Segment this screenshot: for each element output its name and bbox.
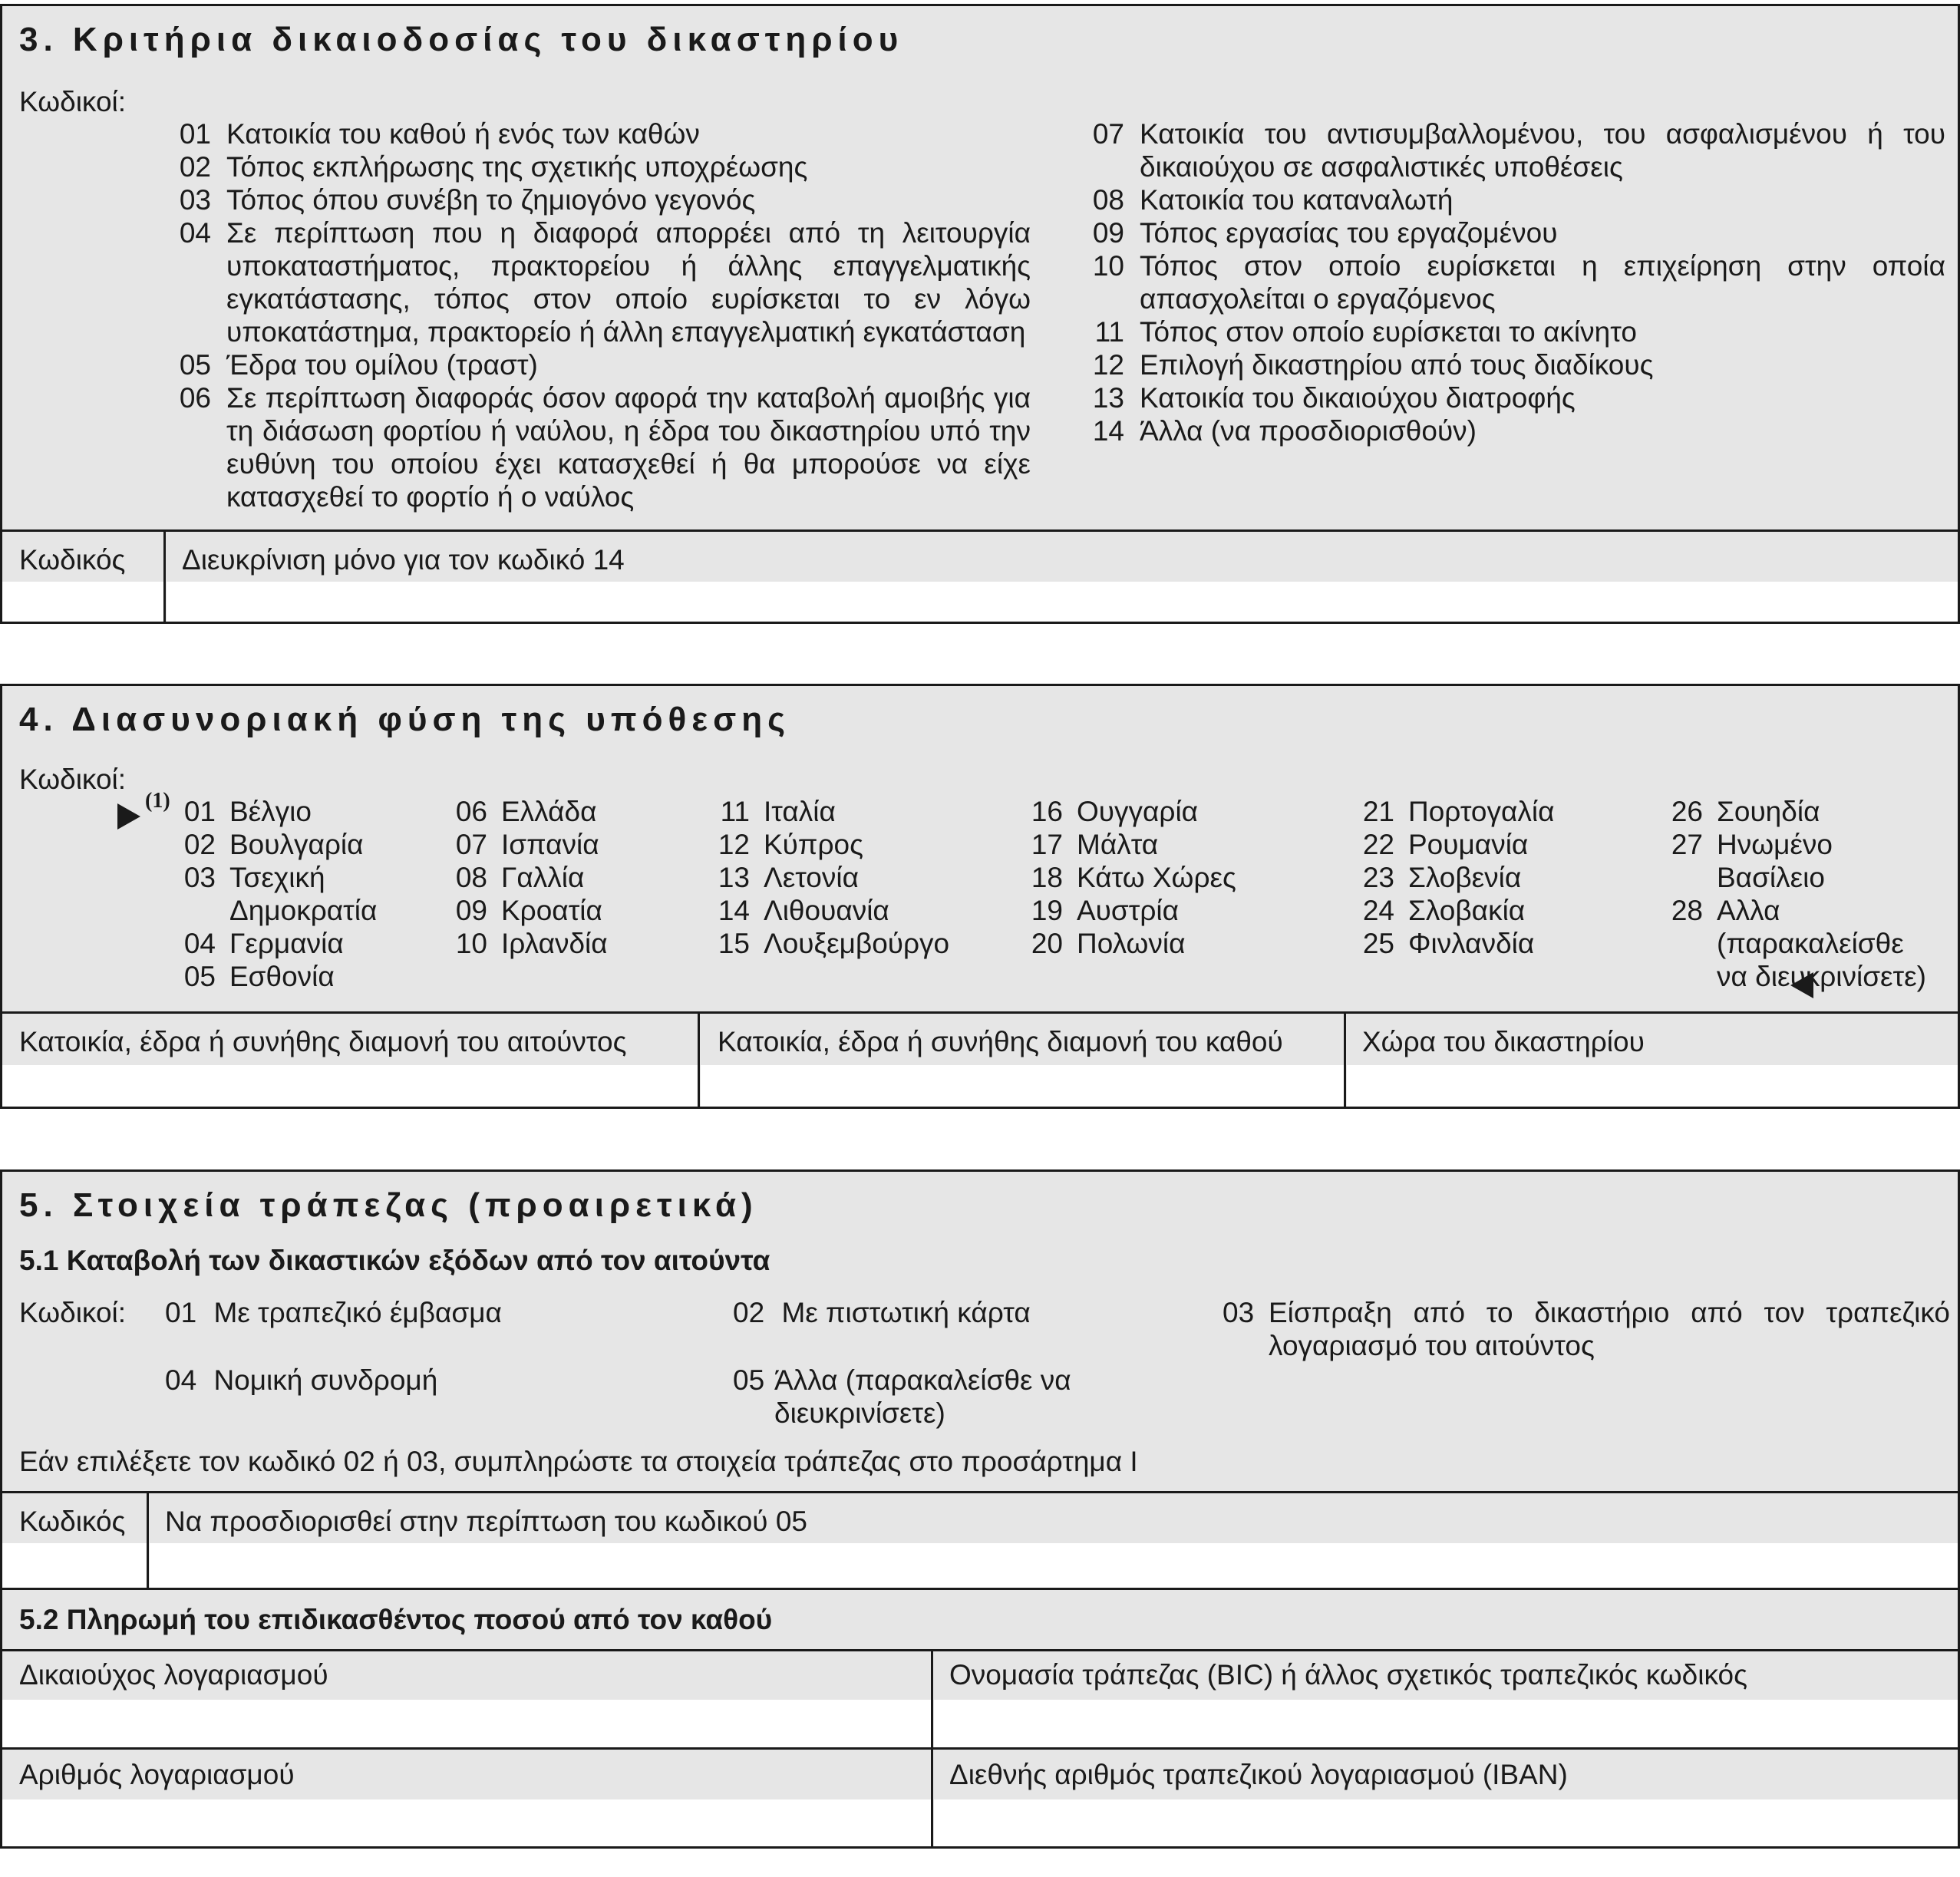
divider <box>147 1491 149 1588</box>
iban-label: Διεθνής αριθμός τραπεζικού λογαριασμού (IBAN) <box>949 1759 1568 1790</box>
court-header: Χώρα του δικαστηρίου <box>1362 1026 1645 1057</box>
item-code: 13 <box>718 862 750 893</box>
item-text: Σουηδία <box>1717 796 1820 827</box>
iban-field[interactable] <box>934 1799 1960 1849</box>
item-code: 21 <box>1362 796 1394 827</box>
list-item <box>179 381 1031 513</box>
item-code: 01 <box>179 118 211 150</box>
list-item <box>1092 348 1945 381</box>
specify-field[interactable] <box>150 1543 1960 1588</box>
item-text: Λουξεμβούργο <box>764 928 950 959</box>
item-code: 10 <box>1092 250 1124 282</box>
item-code: 04 <box>165 1364 197 1396</box>
item-code: 17 <box>1031 829 1063 860</box>
item-text: Μάλτα <box>1077 829 1159 860</box>
list-item <box>179 216 1031 348</box>
bank-name-label: Ονομασία τράπεζας (BIC) ή άλλος σχετικός τραπεζικός κωδικός <box>949 1659 1747 1691</box>
item-text: Τόπος εκπλήρωσης της σχετικής υποχρέωσης <box>226 151 808 183</box>
section-3 <box>0 4 1960 624</box>
item-code: 07 <box>1092 118 1124 150</box>
divider <box>2 529 1958 532</box>
item-text: Γαλλία <box>501 862 585 893</box>
account-number-field[interactable] <box>2 1799 931 1849</box>
item-code: 20 <box>1031 928 1063 959</box>
item-code: 02 <box>179 151 211 183</box>
list-item <box>718 828 971 861</box>
item-code: 08 <box>455 862 487 893</box>
list-item <box>1092 381 1945 414</box>
item-text: Τσεχική Δημοκρατία <box>229 862 378 926</box>
item-text: Κατοικία του δικαιούχου διατροφής <box>1140 382 1576 414</box>
item-text: Κάτω Χώρες <box>1077 862 1236 893</box>
payment-option-01 <box>165 1296 502 1329</box>
divider <box>698 1011 700 1109</box>
divider <box>1344 1011 1346 1109</box>
list-item <box>1671 795 1947 828</box>
account-holder-field[interactable] <box>2 1700 931 1747</box>
item-text: Είσπραξη από το δικαστήριο από τον τραπεζικό λογαριασμό του αιτούντος <box>1269 1297 1950 1361</box>
item-code: 06 <box>179 382 211 414</box>
list-item <box>1092 315 1945 348</box>
item-text: Βουλγαρία <box>229 829 364 860</box>
code-field[interactable] <box>2 1543 147 1588</box>
item-text: Ιταλία <box>764 796 836 827</box>
item-code: 04 <box>179 217 211 249</box>
list-item <box>1362 828 1592 861</box>
item-code: 03 <box>183 862 216 893</box>
section-5-title: 5. Στοιχεία τράπεζας (προαιρετικά) <box>19 1186 758 1224</box>
item-text: Ιρλανδία <box>501 928 608 959</box>
list-item <box>718 894 971 927</box>
item-code: 13 <box>1092 382 1124 414</box>
list-item <box>718 795 971 828</box>
item-code: 23 <box>1362 862 1394 893</box>
list-item <box>183 828 414 861</box>
arrow-left-icon <box>1790 972 1813 998</box>
item-text: Ουγγαρία <box>1077 796 1199 827</box>
arrow-right-icon <box>117 803 140 830</box>
item-code: 15 <box>718 928 750 959</box>
item-code: 27 <box>1671 829 1703 860</box>
item-code: 03 <box>179 184 211 216</box>
list-item <box>1092 414 1945 447</box>
item-text: Ελλάδα <box>501 796 597 827</box>
clarification-field[interactable] <box>167 582 1960 624</box>
item-text: Τόπος εργασίας του εργαζομένου <box>1140 217 1558 249</box>
item-code: 11 <box>1094 316 1124 348</box>
item-text: Ηνωμένο Βασίλειο <box>1717 829 1833 893</box>
item-text: Κροατία <box>501 895 602 926</box>
list-item <box>179 183 1031 216</box>
payment-option-04 <box>165 1364 437 1397</box>
item-code: 18 <box>1031 862 1063 893</box>
list-item <box>1362 927 1592 960</box>
payment-option-02 <box>733 1296 1031 1329</box>
divider <box>163 529 166 624</box>
divider <box>2 1747 1958 1750</box>
item-code: 12 <box>718 829 750 860</box>
section-5-2-title: 5.2 Πληρωμή του επιδικασθέντος ποσού από τον καθού <box>19 1604 773 1635</box>
item-text: Επιλογή δικαστηρίου από τους διαδίκους <box>1140 349 1654 381</box>
list-item <box>183 927 414 960</box>
list-item <box>179 150 1031 183</box>
item-text: Αυστρία <box>1077 895 1180 926</box>
list-item <box>1092 249 1945 315</box>
payment-option-03 <box>1223 1296 1950 1362</box>
item-text: Τόπος στον οποίο ευρίσκεται το ακίνητο <box>1140 316 1637 348</box>
item-text: Φινλανδία <box>1408 928 1535 959</box>
item-text: Με πιστωτική κάρτα <box>781 1297 1031 1328</box>
list-item <box>1362 861 1592 894</box>
item-text: Άλλα (να προσδιορισθούν) <box>1140 415 1477 447</box>
section-3-title: 3. Κριτήρια δικαιοδοσίας του δικαστηρίου <box>19 21 904 58</box>
codes-label: Κωδικοί: <box>19 1297 127 1328</box>
claimant-field[interactable] <box>2 1065 698 1109</box>
item-code: 07 <box>455 829 487 860</box>
list-item <box>1031 927 1284 960</box>
code-header: Κωδικός <box>19 544 126 576</box>
item-code: 26 <box>1671 796 1703 827</box>
item-code: 01 <box>165 1297 197 1328</box>
item-code: 05 <box>183 961 216 992</box>
claimant-header: Κατοικία, έδρα ή συνήθης διαμονή του αιτούντος <box>19 1026 627 1057</box>
clarification-header: Διευκρίνιση μόνο για τον κωδικό 14 <box>182 544 625 576</box>
item-code: 02 <box>733 1297 765 1328</box>
item-code: 05 <box>733 1364 765 1396</box>
item-text: Αλλα (παρακαλείσθε να διευκρινίσετε) <box>1717 895 1926 992</box>
item-text: Σλοβενία <box>1408 862 1522 893</box>
item-text: Βέλγιο <box>229 796 312 827</box>
list-item <box>718 927 971 960</box>
list-item <box>1092 117 1945 183</box>
divider <box>2 1011 1958 1014</box>
list-item <box>455 927 685 960</box>
item-code: 03 <box>1223 1297 1255 1328</box>
list-item <box>1362 894 1592 927</box>
item-code: 25 <box>1362 928 1394 959</box>
item-text: Έδρα του ομίλου (τραστ) <box>226 349 538 381</box>
item-code: 19 <box>1031 895 1063 926</box>
divider <box>931 1649 933 1849</box>
item-code: 08 <box>1092 184 1124 216</box>
payment-option-05 <box>733 1364 1193 1430</box>
item-code: 10 <box>455 928 487 959</box>
item-text: Σε περίπτωση που η διαφορά απορρέει από τη λειτουργία υποκαταστήματος, πρακτορείου ή άλλης επαγγελματικής εγκατάστασης, τόπος στον οποίο ευρίσκεται το εν λόγω υποκατάστημα, πρακτορείο ή άλλη επαγγελματική εγκατάσταση <box>226 217 1031 348</box>
item-text: Τόπος στον οποίο ευρίσκεται η επιχείρηση στην οποία απασχολείται ο εργαζόμενος <box>1140 250 1945 315</box>
list-item <box>1671 828 1947 894</box>
list-item <box>455 894 685 927</box>
item-text: Τόπος όπου συνέβη το ζημιογόνο γεγονός <box>226 184 756 216</box>
item-code: 09 <box>455 895 487 926</box>
list-item <box>455 828 685 861</box>
item-text: Με τραπεζικό έμβασμα <box>213 1297 502 1328</box>
divider <box>2 1649 1958 1651</box>
list-item <box>1092 183 1945 216</box>
list-item <box>1031 828 1284 861</box>
item-text: Πολωνία <box>1077 928 1186 959</box>
item-code: 14 <box>718 895 750 926</box>
item-text: Λιθουανία <box>764 895 889 926</box>
item-code: 14 <box>1092 415 1124 447</box>
specify-header: Να προσδιορισθεί στην περίπτωση του κωδικού 05 <box>165 1506 807 1537</box>
list-item <box>1031 795 1284 828</box>
item-code: 16 <box>1031 796 1063 827</box>
item-text: Ρουμανία <box>1408 829 1529 860</box>
defendant-header: Κατοικία, έδρα ή συνήθης διαμονή του καθού <box>718 1026 1283 1057</box>
codes-label: Κωδικοί: <box>19 764 127 795</box>
item-text: Πορτογαλία <box>1408 796 1555 827</box>
item-text: Λετονία <box>764 862 859 893</box>
list-item <box>455 861 685 894</box>
item-code: 22 <box>1362 829 1394 860</box>
item-code: 05 <box>179 349 211 381</box>
item-text: Άλλα (παρακαλείσθε να διευκρινίσετε) <box>774 1364 1071 1429</box>
court-field[interactable] <box>1347 1065 1960 1109</box>
list-item <box>179 348 1031 381</box>
item-text: Νομική συνδρομή <box>213 1364 438 1396</box>
defendant-field[interactable] <box>701 1065 1344 1109</box>
item-code: 02 <box>183 829 216 860</box>
list-item <box>455 795 685 828</box>
section-4 <box>0 684 1960 1109</box>
account-number-label: Αριθμός λογαριασμού <box>19 1759 295 1790</box>
list-item <box>718 861 971 894</box>
list-item <box>179 117 1031 150</box>
section-5 <box>0 1169 1960 1849</box>
footnote-marker: (1) <box>145 789 170 813</box>
item-text: Εσθονία <box>229 961 335 992</box>
list-item <box>183 861 414 927</box>
item-code: 04 <box>183 928 216 959</box>
item-text: Κύπρος <box>764 829 863 860</box>
divider <box>2 1491 1958 1493</box>
item-text: Σε περίπτωση διαφοράς όσον αφορά την καταβολή αμοιβής για τη διάσωση φορτίου ή ναύλου, η έδρα του δικαστηρίου υπό την ευθύνη του οποίου έχει κατασχεθεί ή θα μπορούσε να είχε κατασχεθεί το φορτίο ή ο ναύλος <box>226 382 1031 513</box>
item-text: Σλοβακία <box>1408 895 1526 926</box>
section-5-1-title: 5.1 Καταβολή των δικαστικών εξόδων από τον αιτούντα <box>19 1245 770 1276</box>
list-item <box>183 795 414 828</box>
item-text: Κατοικία του καταναλωτή <box>1140 184 1454 216</box>
bank-name-field[interactable] <box>934 1700 1960 1747</box>
item-text: Κατοικία του αντισυμβαλλομένου, του ασφαλισμένου ή του δικαιούχου σε ασφαλιστικές υποθέσεις <box>1140 118 1945 183</box>
list-item <box>1031 894 1284 927</box>
item-text: Ισπανία <box>501 829 599 860</box>
item-code: 06 <box>455 796 487 827</box>
list-item <box>1031 861 1284 894</box>
item-text: Γερμανία <box>229 928 344 959</box>
item-code: 09 <box>1092 217 1124 249</box>
item-text: Κατοικία του καθού ή ενός των καθών <box>226 118 700 150</box>
item-code: 01 <box>183 796 216 827</box>
bank-details-note: Εάν επιλέξετε τον κωδικό 02 ή 03, συμπληρώστε τα στοιχεία τράπεζας στο προσάρτημα I <box>19 1446 1138 1477</box>
item-code: 12 <box>1092 349 1124 381</box>
code-field[interactable] <box>2 582 163 624</box>
list-item <box>1092 216 1945 249</box>
divider <box>2 1588 1958 1590</box>
codes-label: Κωδικοί: <box>19 86 127 117</box>
account-holder-label: Δικαιούχος λογαριασμού <box>19 1659 328 1691</box>
item-code: 11 <box>720 796 750 827</box>
section-4-title: 4. Διασυνοριακή φύση της υπόθεσης <box>19 701 790 738</box>
item-code: 28 <box>1671 895 1703 926</box>
list-item <box>183 960 414 993</box>
item-code: 24 <box>1362 895 1394 926</box>
code-header: Κωδικός <box>19 1506 126 1537</box>
list-item <box>1362 795 1592 828</box>
